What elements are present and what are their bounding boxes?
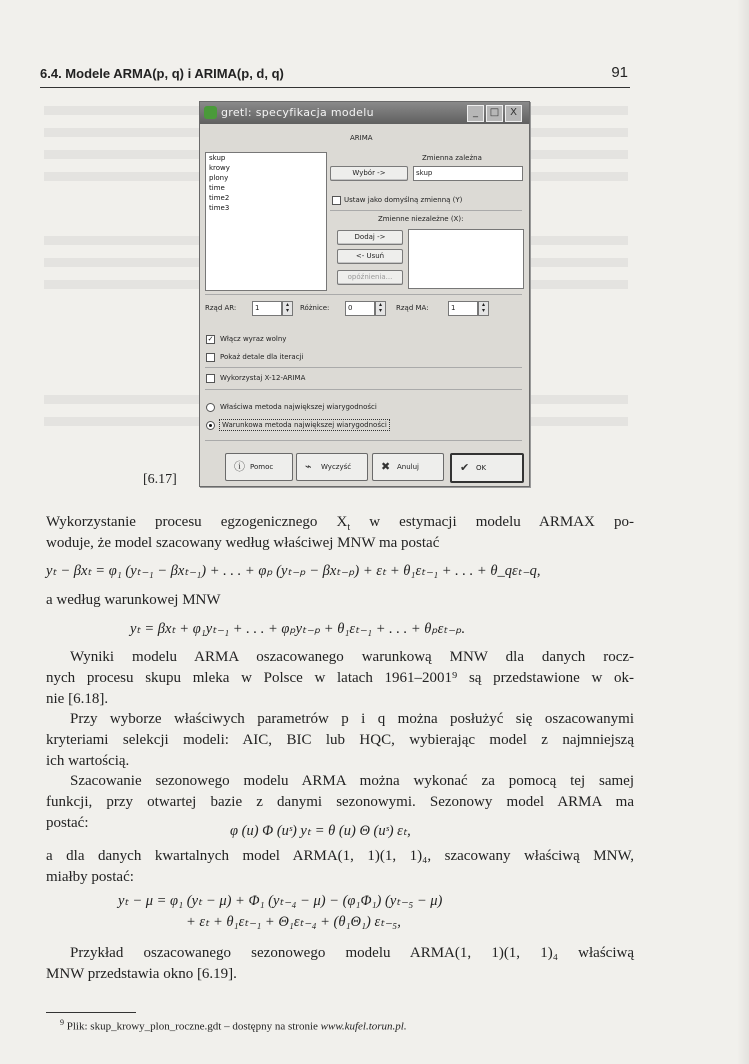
list-item[interactable]: time3 <box>209 204 230 212</box>
iterations-label: Pokaż detale dla iteracji <box>220 353 304 361</box>
page-edge-shadow <box>737 0 749 1064</box>
broom-icon: ⌁ <box>305 460 312 473</box>
footnote-rule <box>46 1012 136 1013</box>
paragraph-3 <box>46 647 634 710</box>
ma-order-spinner[interactable]: ▴ ▾ <box>478 301 489 316</box>
ar-order-label: Rząd AR: <box>205 304 237 312</box>
select-dependent-button[interactable]: Wybór -> <box>330 166 408 181</box>
equation-conditional-ml: yₜ = βxₜ + φ₁yₜ₋₁ + . . . + φₚyₜ₋ₚ + θ₁εₜ₋₁ + . . . + θₚεₜ₋ₚ. <box>130 621 466 637</box>
list-item[interactable]: skup <box>209 154 226 162</box>
diff-field[interactable]: 0 <box>345 301 375 316</box>
list-item[interactable]: krowy <box>209 164 230 172</box>
ok-button-label: OK <box>476 464 487 472</box>
text-line: Szacowanie sezonowego modelu ARMA można wykonać za pomocą tej samej <box>70 773 634 789</box>
maximize-button[interactable]: □ <box>486 105 503 122</box>
gretl-app-icon <box>204 106 217 119</box>
header-rule <box>40 87 630 88</box>
variable-list[interactable] <box>205 152 327 291</box>
dialog-titlebar[interactable] <box>200 102 529 124</box>
help-button-label: Pomoc <box>250 463 274 471</box>
dependent-variable-label: Zmienna zależna <box>422 154 482 162</box>
clear-button-label: Wyczyść <box>321 463 352 471</box>
text-line: woduje, że model szacowany według właściwej MNW ma postać <box>46 535 440 551</box>
text-line: miałby postać: <box>46 869 134 885</box>
minimize-button[interactable]: _ <box>467 105 484 122</box>
text-line: nych procesu skupu mleka w Polsce w latach 1961–2001⁹ są przedstawione w ok- <box>46 670 634 686</box>
close-button[interactable]: X <box>505 105 522 122</box>
clear-button[interactable] <box>296 453 368 481</box>
equation-quarterly-line-1: yₜ − μ = φ₁ (yₜ − μ) + Φ₁ (yₜ₋₄ − μ) − (φ₁Φ₁) (yₜ₋₅ − μ) <box>118 893 443 909</box>
independent-variables-label: Zmienne niezależne (X): <box>378 215 464 223</box>
diff-label: Różnice: <box>300 304 330 312</box>
divider <box>205 294 522 295</box>
figure-label: [6.17] <box>143 472 177 487</box>
text: Wykorzystanie procesu egzogenicznego X <box>46 514 348 530</box>
ok-icon: ✔ <box>460 461 470 474</box>
iterations-checkbox[interactable] <box>206 353 215 362</box>
text-line <box>46 512 634 533</box>
conditional-ml-label: Warunkowa metoda największej wiarygodności <box>219 419 390 431</box>
arima-section-label: ARIMA <box>350 134 373 142</box>
conditional-ml-radio[interactable] <box>206 421 215 430</box>
paragraph-4 <box>46 709 634 772</box>
ma-order-field[interactable]: 1 <box>448 301 478 316</box>
add-button[interactable]: Dodaj -> <box>337 230 403 245</box>
x12-arima-checkbox[interactable] <box>206 374 215 383</box>
subscript: t <box>347 522 351 533</box>
text-line: Wyniki modelu ARMA oszacowanego warunkową MNW dla danych rocz- <box>70 649 634 665</box>
divider <box>330 210 522 211</box>
set-default-checkbox[interactable] <box>332 196 341 205</box>
section-title: 6.4. Modele ARMA(p, q) i ARIMA(p, d, q) <box>40 66 284 81</box>
paragraph-2 <box>46 590 634 611</box>
page-number: 91 <box>611 64 628 81</box>
divider <box>205 440 522 441</box>
text-line: nie [6.18]. <box>46 691 109 707</box>
text-line: MNW przedstawia okno [6.19]. <box>46 966 237 982</box>
help-icon: ⓘ <box>234 460 245 473</box>
lags-button[interactable]: opóźnienia... <box>337 270 403 285</box>
list-item[interactable]: time <box>209 184 225 192</box>
text-line: funkcji, przy otwartej bazie z danymi sezonowymi. Sezonowy model ARMA ma <box>46 794 634 810</box>
intercept-checkbox[interactable]: ✓ <box>207 335 214 343</box>
cancel-button-label: Anuluj <box>397 463 419 471</box>
exact-ml-radio[interactable] <box>206 403 215 412</box>
divider <box>205 389 522 390</box>
equation-exact-ml: yₜ − βxₜ = φ₁ (yₜ₋₁ − βxₜ₋₁) + . . . + φₚ (yₜ₋ₚ − βxₜ₋ₚ) + εₜ + θ₁εₜ₋₁ + . . . + θ_qεₜ₋q, <box>46 563 541 579</box>
intercept-label: Włącz wyraz wolny <box>220 335 287 343</box>
text-line: a według warunkowej MNW <box>46 592 221 608</box>
dialog-title: gretl: specyfikacja modelu <box>221 106 374 119</box>
list-item[interactable]: time2 <box>209 194 230 202</box>
footnote-url: www.kufel.torun.pl. <box>320 1020 407 1033</box>
equation-seasonal-arma: φ (u) Φ (uˢ) yₜ = θ (u) Θ (uˢ) εₜ, <box>230 823 411 839</box>
paragraph-6 <box>46 846 634 888</box>
footnote-text: Plik: skup_krowy_plon_roczne.gdt – dostępny na stronie <box>66 1020 321 1033</box>
list-item[interactable]: plony <box>209 174 229 182</box>
text-line: a dla danych kwartalnych model ARMA(1, 1)(1, 1)₄, szacowany właściwą MNW, <box>46 848 634 864</box>
footnote <box>60 1018 407 1033</box>
text-line: ich wartością. <box>46 753 130 769</box>
cancel-button[interactable] <box>372 453 444 481</box>
text-line: postać: <box>46 815 89 831</box>
help-button[interactable] <box>225 453 293 481</box>
divider <box>205 367 522 368</box>
set-default-label: Ustaw jako domyślną zmienną (Y) <box>344 196 463 204</box>
diff-spinner[interactable]: ▴ ▾ <box>375 301 386 316</box>
remove-button[interactable]: <- Usuń <box>337 249 403 264</box>
ma-order-label: Rząd MA: <box>396 304 429 312</box>
paragraph-1 <box>46 512 634 554</box>
equation-quarterly-line-2: + εₜ + θ₁εₜ₋₁ + Θ₁εₜ₋₄ + (θ₁Θ₁) εₜ₋₅, <box>186 914 401 930</box>
text-line: kryteriami selekcji modeli: AIC, BIC lub HQC, wybierając model z najmniejszą <box>46 732 634 748</box>
ok-button[interactable] <box>450 453 524 483</box>
exact-ml-label: Właściwa metoda największej wiarygodności <box>220 403 377 411</box>
cancel-icon: ✖ <box>381 460 391 473</box>
running-header <box>40 64 628 84</box>
text-line: Przy wyborze właściwych parametrów p i q można posłużyć się oszacowanymi <box>70 711 634 727</box>
footnote-marker: 9 <box>60 1018 64 1027</box>
paragraph-7 <box>46 943 634 985</box>
text-line: Przykład oszacowanego sezonowego modelu ARMA(1, 1)(1, 1)₄ właściwą <box>70 945 634 961</box>
text: w estymacji modelu ARMAX po- <box>350 514 634 530</box>
ar-order-field[interactable]: 1 <box>252 301 282 316</box>
dependent-variable-field[interactable]: skup <box>413 166 523 181</box>
ar-order-spinner[interactable]: ▴ ▾ <box>282 301 293 316</box>
model-spec-dialog <box>199 101 530 487</box>
independent-variables-list[interactable] <box>408 229 524 289</box>
x12-arima-label: Wykorzystaj X-12-ARIMA <box>220 374 306 382</box>
